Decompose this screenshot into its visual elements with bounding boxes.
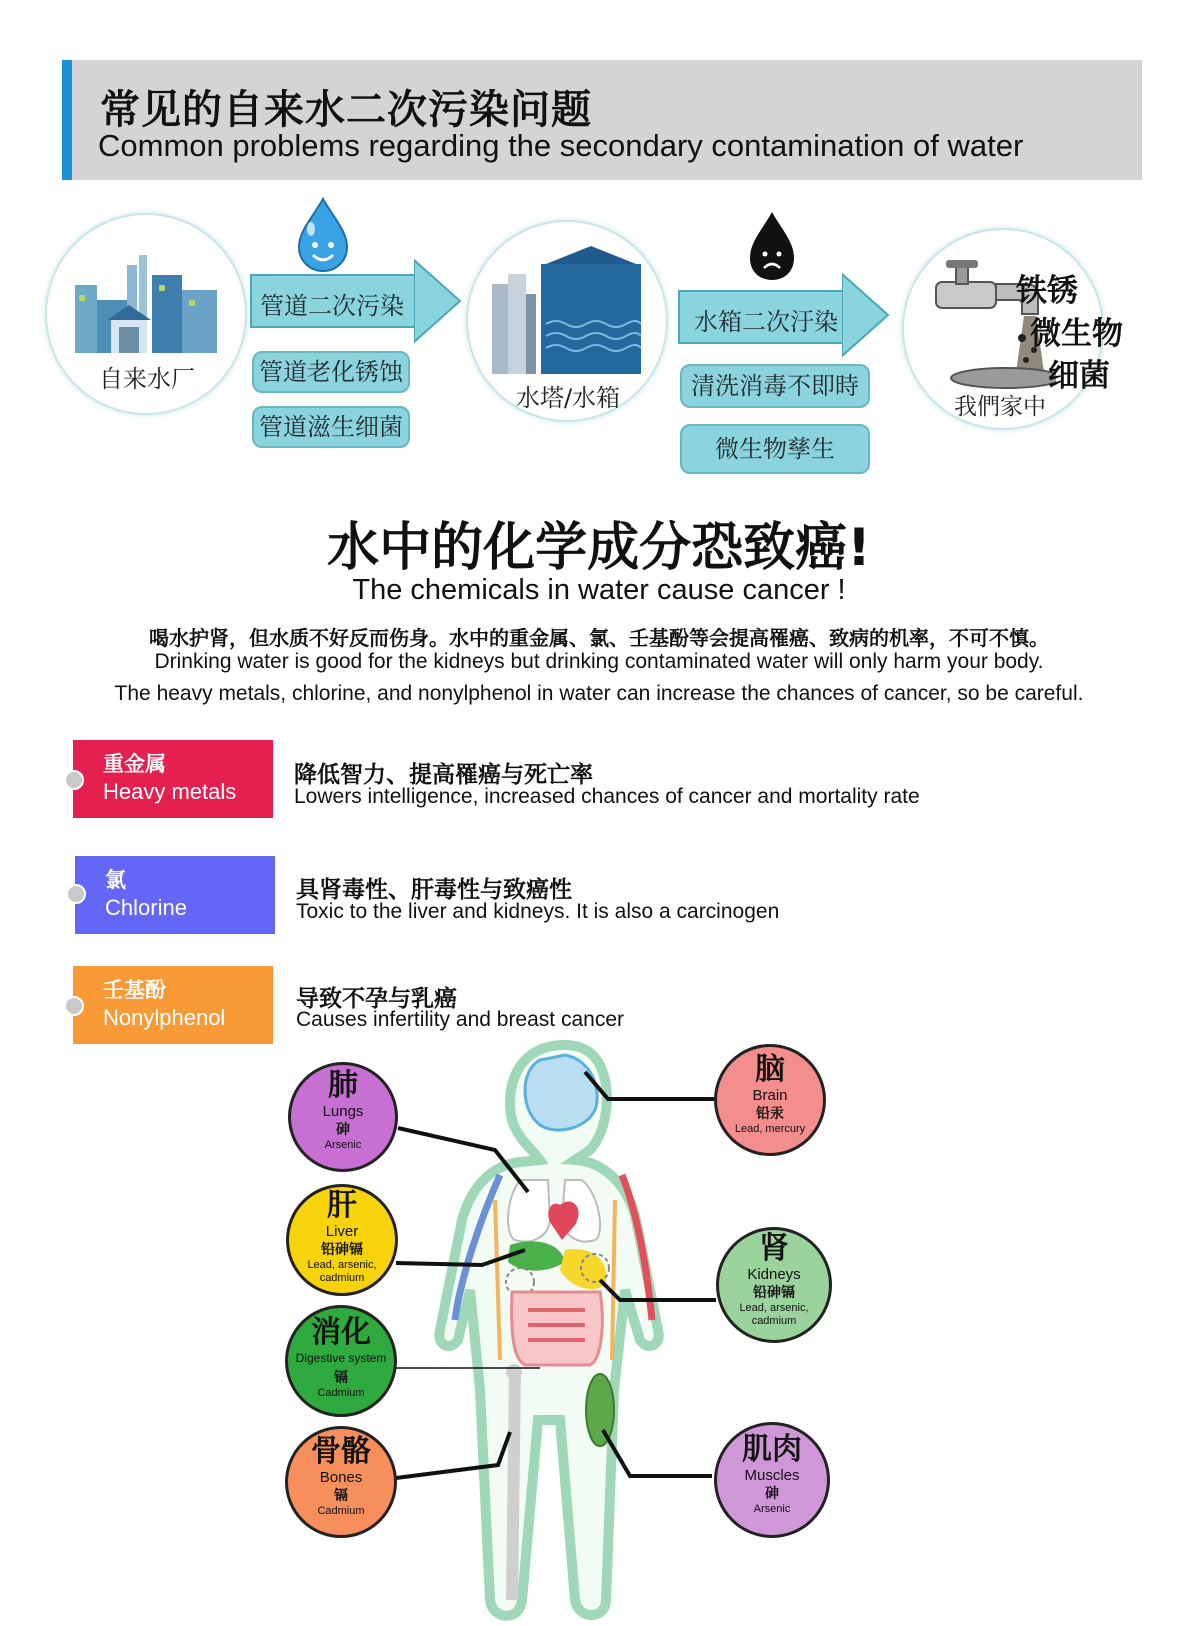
organ-name-zh: 肺 — [328, 1068, 358, 1103]
chem-title-en: The chemicals in water cause cancer ! — [352, 574, 846, 606]
sad-water-drop-icon — [740, 208, 804, 284]
organ-metal-zh: 镉 — [334, 1370, 348, 1386]
hazard-tag-zh: 壬基酚 — [103, 978, 166, 1002]
organ-liver — [286, 1184, 398, 1296]
home-item-rust: 铁锈 — [1016, 273, 1078, 309]
organ-metal-zh: 镉 — [334, 1488, 348, 1504]
water-tank-icon — [486, 244, 651, 374]
water-tower-circle — [466, 220, 668, 422]
hazard-desc-zh: 具肾毒性、肝毒性与致癌性 — [296, 877, 572, 903]
muscles-connector — [603, 1430, 712, 1476]
home-item-bacteria: 细菌 — [1048, 358, 1110, 394]
human-body-diagram — [0, 1030, 1198, 1626]
bullet-dot — [64, 770, 84, 790]
hazard-desc-en: Lowers intelligence, increased chances of cancer and mortality rate — [294, 785, 920, 808]
organ-name-zh: 肌肉 — [742, 1432, 802, 1467]
organ-metal-en: Lead, arsenic, cadmium — [739, 1302, 809, 1327]
water-plant-circle — [45, 213, 247, 415]
water-tower-label: 水塔/水箱 — [516, 384, 621, 412]
hazard-tag-en: Chlorine — [105, 895, 187, 920]
organ-lungs — [288, 1062, 398, 1172]
chem-paragraph-en-2: The heavy metals, chlorine, and nonylphenol in water can increase the chances of cancer, so be careful. — [114, 682, 1084, 705]
organ-name-en: Bones — [319, 1469, 363, 1486]
organ-name-en: Muscles — [744, 1467, 800, 1484]
organ-metal-en: Arsenic — [753, 1503, 791, 1515]
organ-name-en: Lungs — [322, 1103, 364, 1120]
organ-name-en: Kidneys — [747, 1266, 801, 1283]
organ-metal-zh: 铅砷镉 — [753, 1285, 795, 1301]
organ-name-zh: 肝 — [327, 1188, 357, 1223]
chem-paragraph-en-1: Drinking water is good for the kidneys but drinking contaminated water will only harm your body. — [154, 650, 1044, 673]
hazard-desc-zh: 导致不孕与乳癌 — [296, 986, 457, 1012]
organ-kidneys — [716, 1227, 832, 1343]
bullet-dot — [64, 996, 84, 1016]
organ-name-zh: 肾 — [759, 1231, 789, 1266]
pipe-issue-rust: 管道老化锈蚀 — [252, 351, 410, 393]
tank-issue-microbes: 微生物孳生 — [680, 424, 870, 474]
organ-metal-zh: 铅汞 — [756, 1106, 784, 1122]
chem-title-zh: 水中的化学成分恐致癌! — [327, 518, 871, 578]
organ-name-en: Liver — [325, 1223, 359, 1240]
organ-muscles — [714, 1422, 830, 1538]
header-title-zh: 常见的自来水二次污染问题 — [100, 87, 592, 133]
hazard-tag-heavy-metals — [73, 740, 273, 818]
organ-metal-zh: 铅砷镉 — [321, 1242, 363, 1258]
home-item-microbes: 微生物 — [1030, 316, 1123, 352]
organ-name-zh: 消化 — [311, 1315, 371, 1350]
organ-name-zh: 脑 — [755, 1052, 785, 1087]
bullet-dot — [66, 884, 86, 904]
hazard-tag-chlorine — [75, 856, 275, 934]
hazard-tag-en: Heavy metals — [103, 779, 237, 804]
pipe-issue-bacteria: 管道滋生细菌 — [252, 406, 410, 448]
chem-paragraph-zh: 喝水护肾，但水质不好反而伤身。水中的重金属、氯、壬基酚等会提高罹癌、致病的机率，不可不慎。 — [149, 626, 1049, 650]
header-accent-bar — [62, 60, 72, 180]
hazard-desc-zh: 降低智力、提高罹癌与死亡率 — [294, 762, 593, 788]
organ-name-zh: 骨骼 — [311, 1434, 371, 1469]
organ-name-en: Brain — [752, 1087, 788, 1104]
hazard-desc-en: Causes infertility and breast cancer — [296, 1008, 624, 1031]
header-title-en: Common problems regarding the secondary contamination of water — [98, 128, 1024, 163]
organ-bones — [285, 1426, 397, 1538]
tank-arrow — [678, 272, 890, 358]
hazard-desc-en: Toxic to the liver and kidneys. It is also a carcinogen — [296, 900, 780, 923]
organ-metal-zh: 砷 — [336, 1122, 350, 1138]
organ-metal-en: Lead, mercury — [734, 1123, 806, 1135]
hazard-tag-zh: 氯 — [105, 868, 126, 892]
factory-icon — [67, 245, 227, 355]
organ-metal-en: Arsenic — [324, 1139, 362, 1151]
tank-arrow-label: 水箱二次汙染 — [694, 308, 838, 336]
organ-digestive — [285, 1305, 397, 1417]
home-label: 我們家中 — [954, 394, 1046, 420]
organ-metal-en: Cadmium — [317, 1505, 365, 1517]
pipe-arrow-label: 管道二次污染 — [260, 292, 404, 320]
organ-brain — [714, 1044, 826, 1156]
organ-name-en: Digestive system — [295, 1351, 387, 1365]
organ-metal-en: Lead, arsenic, cadmium — [307, 1259, 377, 1284]
hazard-tag-en: Nonylphenol — [103, 1005, 226, 1030]
organ-metal-zh: 砷 — [765, 1486, 779, 1502]
hazard-tag-zh: 重金属 — [103, 752, 166, 776]
water-plant-label: 自来水厂 — [99, 365, 195, 393]
happy-water-drop-icon — [287, 195, 359, 275]
organ-metal-en: Cadmium — [317, 1387, 365, 1399]
tank-issue-cleaning: 清洗消毒不即時 — [680, 364, 870, 408]
